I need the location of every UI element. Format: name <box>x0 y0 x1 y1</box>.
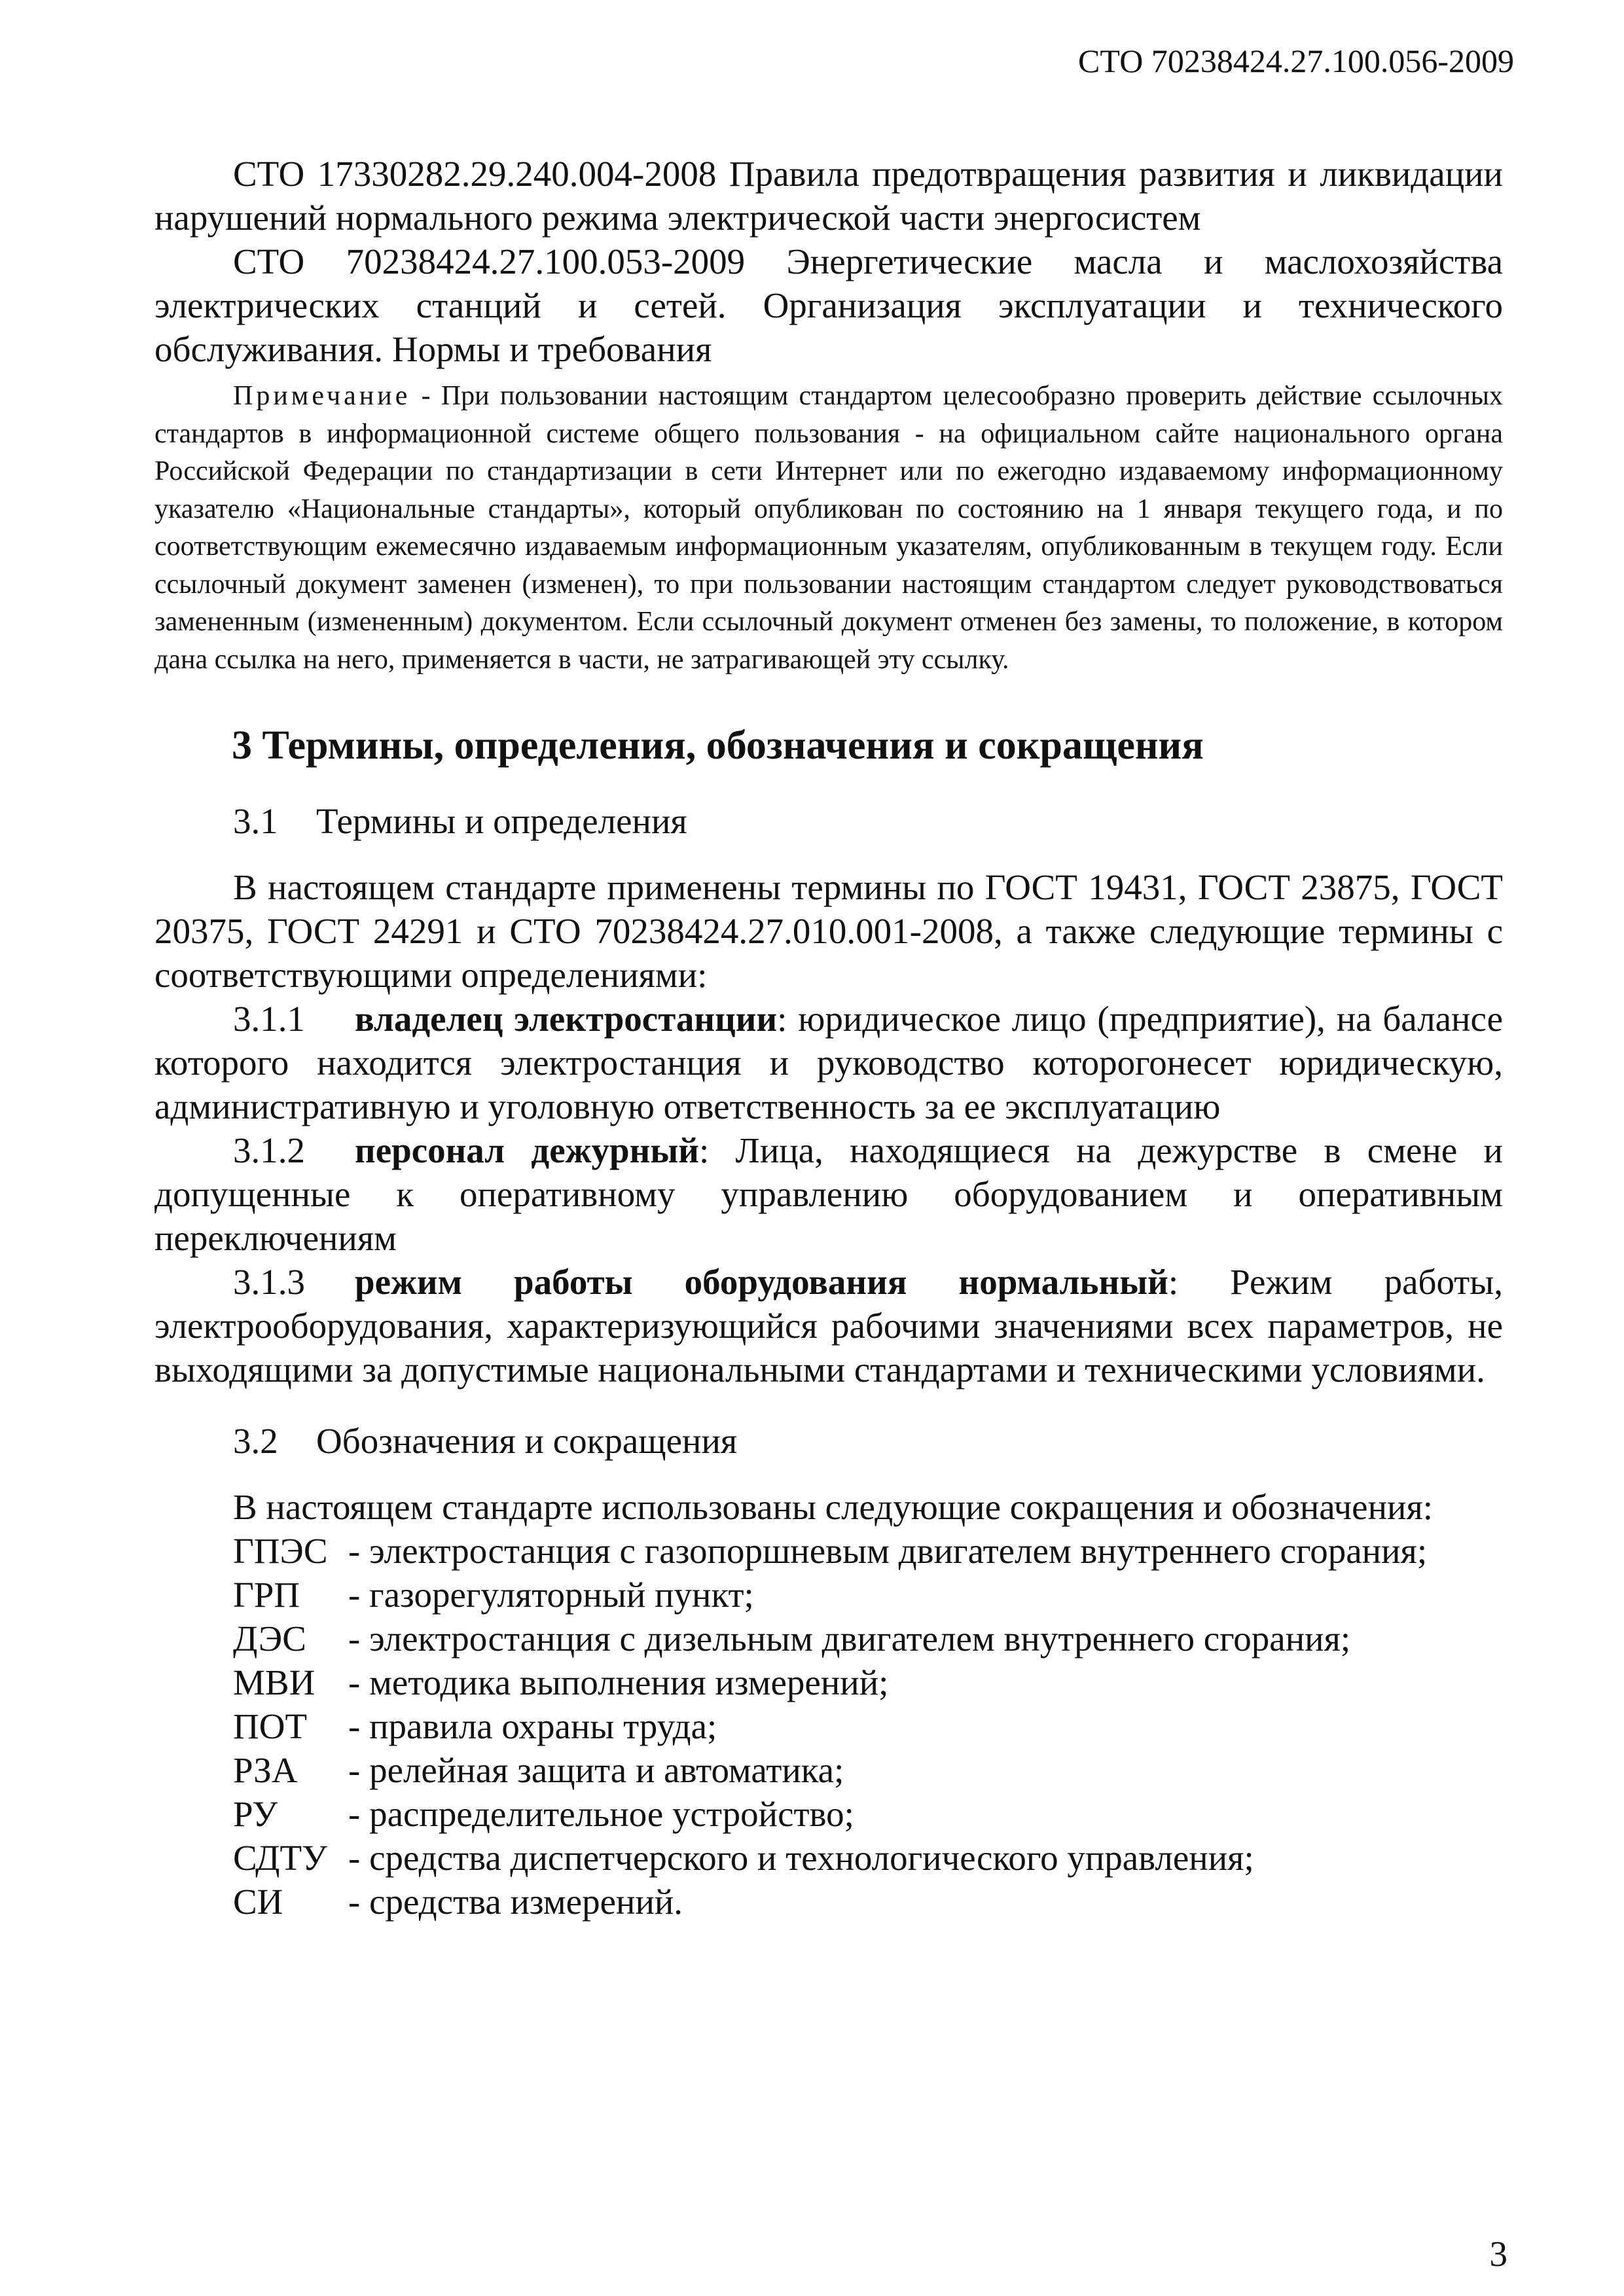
abbreviation-item <box>154 1573 1503 1617</box>
abbreviation-item <box>154 1880 1503 1924</box>
term-name: владелец электростанции <box>355 999 778 1039</box>
term-number: 3.1.2 <box>233 1130 305 1170</box>
subsection-heading-terms <box>154 799 1503 843</box>
subsection-number: 3.1 <box>233 801 278 841</box>
abbreviation-item <box>154 1660 1503 1704</box>
note-text: - При пользовании настоящим стандартом целесообразно проверить действие ссылочных стандартов в информационной системе общего пользования - на официальном сайте национального органа Российской Федерации по стандартизации в сети Интернет или по ежегодно издаваемому информационному указателю «Национальные стандарты», который опубликован по состоянию на 1 января текущего года, и по соответствующим ежемесячно издаваемым информационным указателям, опубликованным в текущем году. Если ссылочный документ заменен (изменен), то при пользовании настоящим стандартом следует руководствоваться замененным (измененным) документом. Если ссылочный документ отменен без замены, то положение, в котором дана ссылка на него, применяется в части, не затрагивающей эту ссылку. <box>154 381 1503 675</box>
document-code-header: СТО 70238424.27.100.056-2009 <box>1078 43 1514 79</box>
page-body <box>154 152 1503 1924</box>
abbreviations-intro: В настоящем стандарте использованы следующие сокращения и обозначения: <box>233 1487 1434 1527</box>
abbreviation-text: - средства диспетчерского и технологического управления; <box>348 1838 1254 1878</box>
section-heading: 3 Термины, определения, обозначения и сокращения <box>232 723 1204 768</box>
page-number: 3 <box>1489 2234 1507 2274</box>
abbreviation-code: РУ <box>233 1794 278 1834</box>
abbreviation-text: - релейная защита и автоматика; <box>348 1750 844 1790</box>
term-definition <box>154 997 1503 1128</box>
abbreviation-item <box>154 1836 1503 1880</box>
term-definition <box>154 1260 1503 1391</box>
terms-intro: В настоящем стандарте применены термины по ГОСТ 19431, ГОСТ 23875, ГОСТ 20375, ГОСТ 24291 и СТО 70238424.27.010.001-2008, а также следующие термины с соответствующими определениями: <box>154 867 1503 995</box>
abbreviation-text: - электростанция с газопоршневым двигателем внутреннего сгорания; <box>348 1531 1428 1571</box>
abbreviation-item <box>154 1617 1503 1660</box>
abbreviation-text: - методика выполнения измерений; <box>348 1662 889 1702</box>
term-number: 3.1.1 <box>233 999 305 1039</box>
term-name: режим работы оборудования нормальный <box>355 1262 1168 1302</box>
note-paragraph <box>154 378 1503 679</box>
reference-item: СТО 17330282.29.240.004-2008 Правила предотвращения развития и ликвидации нарушений нормального режима электрической части энергосистем <box>154 154 1503 238</box>
abbreviation-code: ГПЭС <box>233 1531 328 1571</box>
subsection-heading-abbreviations <box>154 1419 1503 1463</box>
reference-item: СТО 70238424.27.100.053-2009 Энергетические масла и маслохозяйства электрических станций и сетей. Организация эксплуатации и технического обслуживания. Нормы и требования <box>154 242 1503 369</box>
subsection-number: 3.2 <box>233 1421 278 1461</box>
abbreviation-item <box>154 1529 1503 1573</box>
note-label: Примечание <box>233 381 411 411</box>
abbreviation-text: - газорегуляторный пункт; <box>348 1575 754 1615</box>
term-name: персонал дежурный <box>355 1130 699 1170</box>
abbreviation-code: ДЭС <box>233 1619 306 1659</box>
abbreviation-item <box>154 1748 1503 1792</box>
term-number: 3.1.3 <box>233 1262 305 1302</box>
abbreviation-text: - средства измерений. <box>348 1882 683 1922</box>
abbreviation-item <box>154 1704 1503 1748</box>
abbreviation-text: - распределительное устройство; <box>348 1794 854 1834</box>
abbreviation-code: ПОТ <box>233 1706 308 1746</box>
abbreviation-text: - правила охраны труда; <box>348 1706 717 1746</box>
subsection-title: Термины и определения <box>316 801 687 841</box>
abbreviation-item <box>154 1792 1503 1836</box>
term-text: : Режим работы, электрооборудования, характеризующийся рабочими значениями всех параметров, не выходящими за допустимые национальными стандартами и техническими условиями. <box>154 1262 1503 1390</box>
abbreviation-code: ГРП <box>233 1575 300 1615</box>
subsection-title: Обозначения и сокращения <box>316 1421 738 1461</box>
term-definition <box>154 1128 1503 1260</box>
abbreviation-code: СИ <box>233 1882 283 1922</box>
abbreviation-code: МВИ <box>233 1662 316 1702</box>
abbreviation-code: РЗА <box>233 1750 298 1790</box>
abbreviation-text: - электростанция с дизельным двигателем внутреннего сгорания; <box>348 1619 1351 1659</box>
abbreviation-code: СДТУ <box>233 1838 327 1878</box>
term-text: : Лица, находящиеся на дежурстве в смене и допущенные к оперативному управлению оборудованием и оперативным переключениям <box>154 1130 1503 1258</box>
term-text: : юридическое лицо (предприятие), на балансе которого находится электростанция и руководство которогонесет юридическую, административную и уголовную ответственность за ее эксплуатацию <box>154 999 1503 1126</box>
abbreviation-list <box>154 1529 1503 1924</box>
